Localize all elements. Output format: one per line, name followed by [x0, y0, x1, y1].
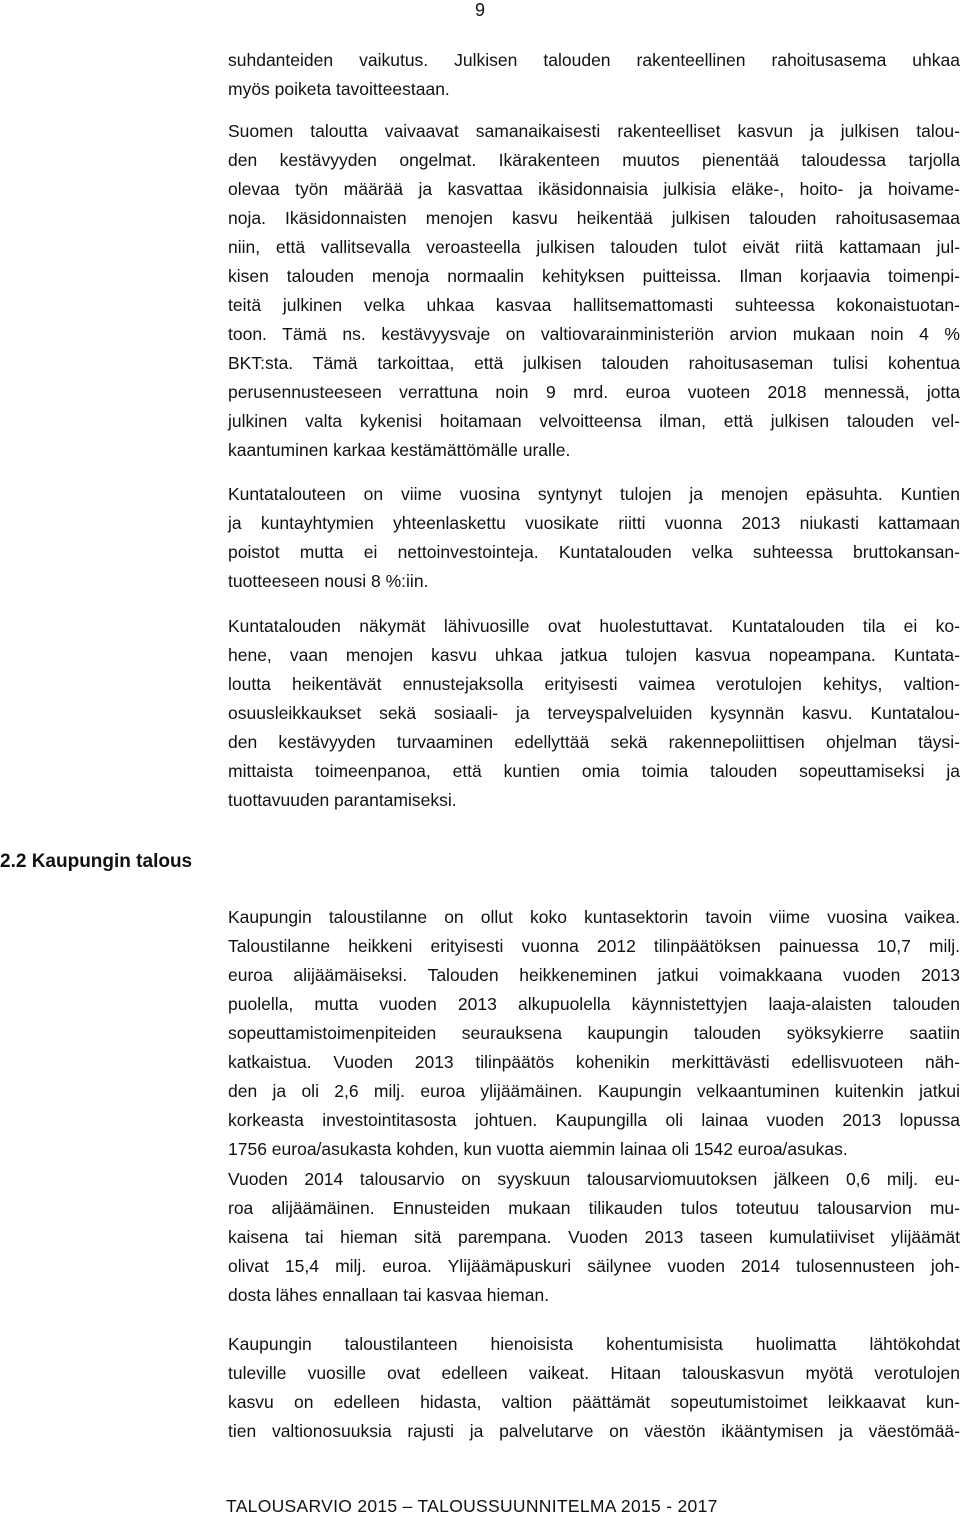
- text-line: perusennusteeseen verrattuna noin 9 mrd. euroa vuoteen 2018 mennessä, jotta: [228, 382, 960, 402]
- text-line: tuotteeseen nousi 8 %:iin.: [228, 571, 429, 591]
- text-line: puolella, mutta vuoden 2013 alkupuolella käynnistettyjen laaja-alaisten talouden: [228, 994, 960, 1014]
- paragraph-6: [228, 1165, 960, 1310]
- text-line: korkeasta investointitasosta johtuen. Kaupungilla oli lainaa vuoden 2013 lopussa: [228, 1110, 960, 1130]
- text-line: myös poiketa tavoitteestaan.: [228, 79, 450, 99]
- page-number: 9: [474, 0, 485, 20]
- text-line: den kestävyyden ongelmat. Ikärakenteen muutos pienentää taloudessa tarjolla: [228, 150, 960, 170]
- text-line: olevaa työn määrää ja kasvattaa ikäsidonnaisia julkisia eläke-, hoito- ja hoivame-: [228, 179, 960, 199]
- text-line: tien valtionosuuksia rajusti ja palvelutarve on väestön ikääntymisen ja väestömää-: [228, 1421, 960, 1441]
- text-line: kaisena tai hieman sitä parempana. Vuoden 2013 taseen kumulatiiviset ylijäämät: [228, 1227, 960, 1247]
- text-line: BKT:sta. Tämä tarkoittaa, että julkisen talouden rahoitusaseman tulisi kohentua: [228, 353, 960, 373]
- text-line: julkinen valta kykenisi hoitamaan velvoitteensa ilman, että julkisen talouden vel-: [228, 411, 960, 431]
- text-line: tuottavuuden parantamiseksi.: [228, 790, 457, 810]
- text-line: Kuntatalouteen on viime vuosina syntynyt tulojen ja menojen epäsuhta. Kuntien: [228, 484, 960, 504]
- text-line: kasvu on edelleen hidasta, valtion päättämät sopeutumistoimet leikkaavat kun-: [228, 1392, 960, 1412]
- text-line: euroa alijäämäiseksi. Talouden heikkeneminen jatkui voimakkaana vuoden 2013: [228, 965, 960, 985]
- page-footer: TALOUSARVIO 2015 – TALOUSSUUNNITELMA 2015 - 2017: [226, 1496, 718, 1516]
- text-line: suhdanteiden vaikutus. Julkisen talouden rakenteellinen rahoitusasema uhkaa: [228, 50, 960, 70]
- text-line: teitä julkinen velka uhkaa kasvaa hallitsemattomasti suhteessa kokonaistuotan-: [228, 295, 960, 315]
- text-line: niin, että vallitsevalla veroasteella julkisen talouden tulot eivät riitä kattamaan jul-: [228, 237, 960, 257]
- text-line: olivat 15,4 milj. euroa. Ylijäämäpuskuri säilynee vuoden 2014 tulosennusteen joh-: [228, 1256, 960, 1276]
- paragraph-1: [228, 46, 960, 104]
- paragraph-3: [228, 480, 960, 596]
- text-line: mittaista toimeenpanoa, että kuntien omia toimia talouden sopeuttamiseksi ja: [228, 761, 960, 781]
- text-line: sopeuttamistoimenpiteiden seurauksena kaupungin talouden syöksykierre saatiin: [228, 1023, 960, 1043]
- text-line: osuusleikkaukset sekä sosiaali- ja terveyspalveluiden kysynnän kasvu. Kuntatalou-: [228, 703, 960, 723]
- text-line: den ja oli 2,6 milj. euroa ylijäämäinen. Kaupungin velkaantuminen kuitenkin jatkui: [228, 1081, 960, 1101]
- text-line: Kuntatalouden näkymät lähivuosille ovat huolestuttavat. Kuntatalouden tila ei ko-: [228, 616, 960, 636]
- paragraph-7: [228, 1330, 960, 1446]
- text-line: hene, vaan menojen kasvu uhkaa jatkua tulojen kasvua nopeampana. Kuntata-: [228, 645, 960, 665]
- text-line: roa alijäämäinen. Ennusteiden mukaan tilikauden tulos toteutuu talousarvion mu-: [228, 1198, 960, 1218]
- text-line: 1756 euroa/asukasta kohden, kun vuotta aiemmin lainaa oli 1542 euroa/asukas.: [228, 1139, 848, 1159]
- text-line: Kaupungin taloustilanteen hienoisista kohentumisista huolimatta lähtökohdat: [228, 1334, 960, 1354]
- paragraph-5: [228, 903, 960, 1164]
- text-line: kisen talouden menoja normaalin kehityksen puitteissa. Ilman korjaavia toimenpi-: [228, 266, 960, 286]
- text-line: Taloustilanne heikkeni erityisesti vuonna 2012 tilinpäätöksen painuessa 10,7 milj.: [228, 936, 960, 956]
- text-line: tuleville vuosille ovat edelleen vaikeat. Hitaan talouskasvun myötä verotulojen: [228, 1363, 960, 1383]
- paragraph-2: [228, 117, 960, 465]
- text-line: den kestävyyden turvaaminen edellyttää sekä rakennepoliittisen ohjelman täysi-: [228, 732, 960, 752]
- text-line: katkaistua. Vuoden 2013 tilinpäätös kohenikin merkittävästi edellisvuoteen näh-: [228, 1052, 960, 1072]
- text-line: kaantuminen karkaa kestämättömälle uralle.: [228, 440, 571, 460]
- text-line: Kaupungin taloustilanne on ollut koko kuntasektorin tavoin viime vuosina vaikea.: [228, 907, 960, 927]
- text-line: loutta heikentävät ennustejaksolla erityisesti vaimea verotulojen kehitys, valtion-: [228, 674, 960, 694]
- text-line: noja. Ikäsidonnaisten menojen kasvu heikentää julkisen talouden rahoitusasemaa: [228, 208, 960, 228]
- text-line: ja kuntayhtymien yhteenlaskettu vuosikate riitti vuonna 2013 niukasti kattamaan: [228, 513, 960, 533]
- text-line: toon. Tämä ns. kestävyysvaje on valtiovarainministeriön arvion mukaan noin 4 %: [228, 324, 960, 344]
- section-heading: 2.2 Kaupungin talous: [0, 851, 193, 872]
- text-line: poistot mutta ei nettoinvestointeja. Kuntatalouden velka suhteessa bruttokansan-: [228, 542, 960, 562]
- paragraph-4: [228, 612, 960, 815]
- text-line: Suomen taloutta vaivaavat samanaikaisesti rakenteelliset kasvun ja julkisen talou-: [228, 121, 960, 141]
- text-line: Vuoden 2014 talousarvio on syyskuun talousarviomuutoksen jälkeen 0,6 milj. eu-: [228, 1169, 960, 1189]
- text-line: dosta lähes ennallaan tai kasvaa hieman.: [228, 1285, 550, 1305]
